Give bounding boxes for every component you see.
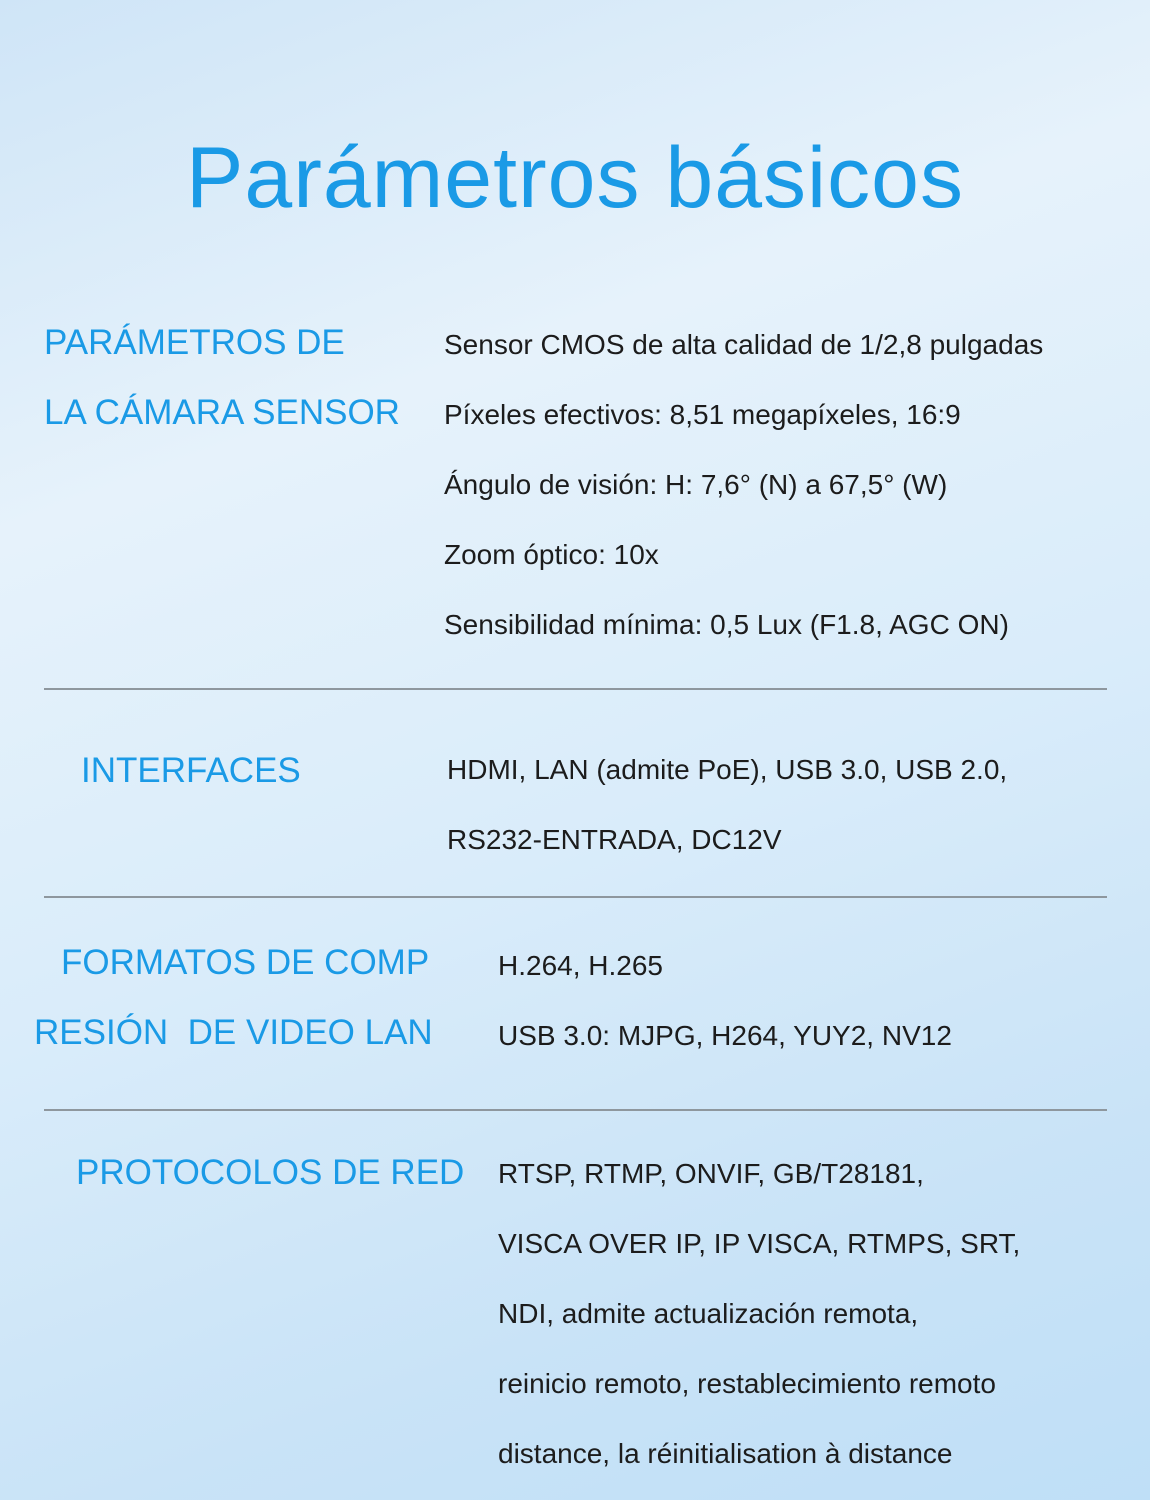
section-values-compression-formats	[498, 931, 952, 1071]
spec-line: reinicio remoto, restablecimiento remoto	[498, 1368, 996, 1399]
divider	[44, 688, 1107, 690]
section-label-camera-sensor	[44, 308, 400, 448]
section-values-interfaces	[447, 735, 1007, 875]
spec-line: Píxeles efectivos: 8,51 megapíxeles, 16:9	[444, 399, 961, 430]
page-title: Parámetros básicos	[186, 130, 964, 226]
section-label-line: LA CÁMARA SENSOR	[44, 393, 400, 432]
divider	[44, 896, 1107, 898]
spec-line: Zoom óptico: 10x	[444, 539, 659, 570]
divider	[44, 1109, 1107, 1111]
section-label-compression-formats	[34, 928, 433, 1068]
section-values-network-protocols	[498, 1139, 1020, 1489]
section-label-line: INTERFACES	[81, 751, 301, 790]
section-label-line: RESIÓN DE VIDEO LAN	[34, 1013, 433, 1052]
spec-line: RTSP, RTMP, ONVIF, GB/T28181,	[498, 1158, 924, 1189]
spec-line: H.264, H.265	[498, 950, 663, 981]
section-values-camera-sensor	[444, 310, 1043, 660]
section-label-network-protocols	[76, 1138, 464, 1208]
spec-line: Ángulo de visión: H: 7,6° (N) a 67,5° (W)	[444, 469, 948, 500]
section-label-line: FORMATOS DE COMP	[61, 943, 430, 982]
spec-line: VISCA OVER IP, IP VISCA, RTMPS, SRT,	[498, 1228, 1021, 1259]
spec-line: HDMI, LAN (admite PoE), USB 3.0, USB 2.0,	[447, 754, 1008, 785]
spec-line: Sensibilidad mínima: 0,5 Lux (F1.8, AGC ON)	[444, 609, 1009, 640]
spec-line: RS232-ENTRADA, DC12V	[447, 824, 782, 855]
section-label-line: PROTOCOLOS DE RED	[76, 1153, 465, 1192]
section-label-line: PARÁMETROS DE	[44, 323, 345, 362]
spec-line: USB 3.0: MJPG, H264, YUY2, NV12	[498, 1020, 952, 1051]
section-label-interfaces	[81, 736, 301, 806]
spec-line: Sensor CMOS de alta calidad de 1/2,8 pulgadas	[444, 329, 1044, 360]
spec-line: NDI, admite actualización remota,	[498, 1298, 919, 1329]
spec-line: distance, la réinitialisation à distance	[498, 1438, 953, 1469]
